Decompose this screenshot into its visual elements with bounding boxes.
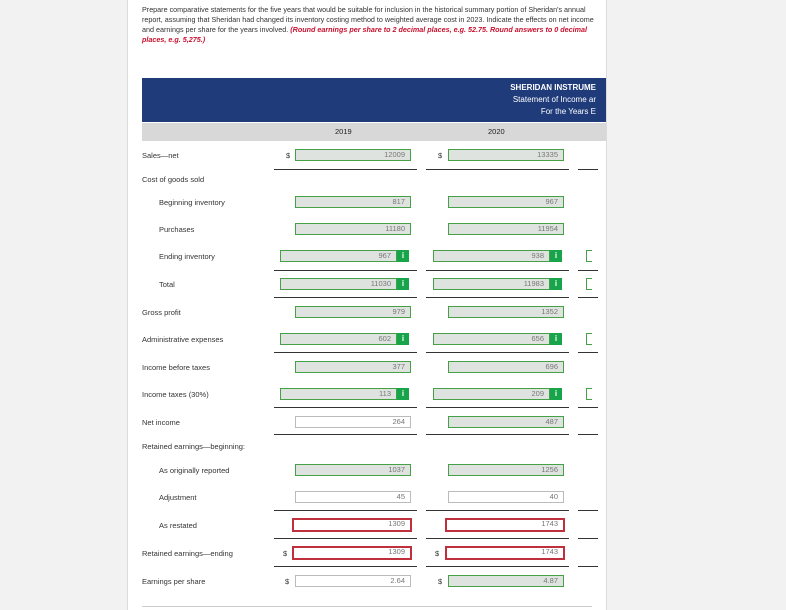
divider	[578, 297, 598, 298]
row-label-net-income: Net income	[142, 418, 180, 427]
eps-2020-input[interactable]: 4.87	[448, 575, 564, 587]
as-reported-2019-input[interactable]: 1037	[295, 464, 411, 476]
admin-expenses-2020-input[interactable]: 656	[433, 333, 550, 345]
rounding-note: (Round earnings per share to 2 decimal places, e.g. 52.75. Round answers to 0 decimal places, e.g. 5,275.)	[142, 25, 588, 44]
net-income-2020-input[interactable]: 487	[448, 416, 564, 428]
purchases-2019-input[interactable]: 11180	[295, 223, 411, 235]
ending-inventory-2019-input[interactable]: 967	[280, 250, 397, 262]
info-icon[interactable]: i	[550, 250, 562, 262]
row-label-adjustment: Adjustment	[159, 493, 197, 502]
re-ending-2020-input[interactable]: 1743	[445, 546, 565, 560]
info-icon[interactable]: i	[550, 333, 562, 345]
gross-profit-2020-input[interactable]: 1352	[448, 306, 564, 318]
divider	[578, 270, 598, 271]
income-taxes-2019-input[interactable]: 113	[280, 388, 397, 400]
divider	[426, 566, 569, 567]
next-column-cell-edge[interactable]	[586, 388, 592, 400]
as-reported-2020-input[interactable]: 1256	[448, 464, 564, 476]
currency-symbol: $	[435, 549, 440, 558]
row-label-as-restated: As restated	[159, 521, 197, 530]
info-icon[interactable]: i	[397, 333, 409, 345]
beginning-inventory-2019-input[interactable]: 817	[295, 196, 411, 208]
row-label-income-taxes: Income taxes (30%)	[142, 390, 209, 399]
company-name: SHERIDAN INSTRUME	[510, 83, 596, 92]
info-icon[interactable]: i	[397, 388, 409, 400]
divider	[274, 538, 417, 539]
row-label-total: Total	[159, 280, 175, 289]
net-income-2019-input[interactable]: 264	[295, 416, 411, 428]
row-label-income-before-taxes: Income before taxes	[142, 363, 210, 372]
info-icon[interactable]: i	[550, 388, 562, 400]
divider	[274, 510, 417, 511]
currency-symbol: $	[283, 549, 288, 558]
next-column-cell-edge[interactable]	[586, 250, 592, 262]
divider	[274, 434, 417, 435]
divider	[274, 352, 417, 353]
sales-2019-input[interactable]: 12009	[295, 149, 411, 161]
row-label-gross-profit: Gross profit	[142, 308, 181, 317]
divider	[426, 538, 569, 539]
year-header-row	[142, 123, 607, 141]
income-before-taxes-2020-input[interactable]: 696	[448, 361, 564, 373]
divider	[578, 352, 598, 353]
gross-profit-2019-input[interactable]: 979	[295, 306, 411, 318]
row-label-as-originally-reported: As originally reported	[159, 466, 230, 475]
row-label-retained-earnings-beginning: Retained earnings—beginning:	[142, 442, 245, 451]
income-taxes-2020-input[interactable]: 209	[433, 388, 550, 400]
as-restated-2019-input[interactable]: 1309	[292, 518, 412, 532]
divider	[426, 270, 569, 271]
adjustment-2020-input[interactable]: 40	[448, 491, 564, 503]
next-column-cell-edge[interactable]	[586, 333, 592, 345]
re-ending-2019-input[interactable]: 1309	[292, 546, 412, 560]
info-icon[interactable]: i	[397, 278, 409, 290]
admin-expenses-2019-input[interactable]: 602	[280, 333, 397, 345]
divider	[426, 297, 569, 298]
divider	[274, 297, 417, 298]
divider	[426, 169, 569, 170]
adjustment-2019-input[interactable]: 45	[295, 491, 411, 503]
divider	[274, 169, 417, 170]
row-label-earnings-per-share: Earnings per share	[142, 577, 206, 586]
instructions-text: Prepare comparative statements for the five years that would be suitable for inclusion in the historical summary portion of Sheridan's annual report, assuming that Sheridan had changed its inventory costing method to weighted average cost in 2023. Indicate the effects on net income and earnings per share for the years involved.	[142, 5, 594, 34]
divider	[274, 270, 417, 271]
divider	[578, 566, 598, 567]
info-icon[interactable]: i	[550, 278, 562, 290]
problem-panel	[127, 0, 607, 610]
divider	[426, 407, 569, 408]
divider	[578, 407, 598, 408]
total-2019-input[interactable]: 11030	[280, 278, 397, 290]
total-2020-input[interactable]: 11983	[433, 278, 550, 290]
sales-2020-input[interactable]: 13335	[448, 149, 564, 161]
divider	[426, 434, 569, 435]
currency-symbol: $	[438, 151, 443, 160]
as-restated-2020-input[interactable]: 1743	[445, 518, 565, 532]
row-label-purchases: Purchases	[159, 225, 195, 234]
currency-symbol: $	[286, 151, 291, 160]
divider	[426, 510, 569, 511]
row-label-administrative-expenses: Administrative expenses	[142, 335, 224, 344]
statement-header	[142, 78, 607, 122]
divider	[578, 538, 598, 539]
currency-symbol: $	[285, 577, 290, 586]
next-column-cell-edge[interactable]	[586, 278, 592, 290]
row-label-retained-earnings-ending: Retained earnings—ending	[142, 549, 233, 558]
divider	[578, 510, 598, 511]
info-icon[interactable]: i	[397, 250, 409, 262]
row-label-cogs: Cost of goods sold	[142, 175, 205, 184]
divider	[578, 169, 598, 170]
year-2020-header: 2020	[488, 127, 505, 136]
divider	[578, 434, 598, 435]
row-label-ending-inventory: Ending inventory	[159, 252, 215, 261]
row-label-sales: Sales—net	[142, 151, 179, 160]
ending-inventory-2020-input[interactable]: 938	[433, 250, 550, 262]
divider	[426, 352, 569, 353]
currency-symbol: $	[438, 577, 443, 586]
instructions	[142, 5, 597, 45]
year-2019-header: 2019	[335, 127, 352, 136]
divider	[274, 566, 417, 567]
eps-2019-input[interactable]: 2.64	[295, 575, 411, 587]
statement-period: For the Years E	[540, 107, 596, 116]
divider	[274, 407, 417, 408]
row-label-beginning-inventory: Beginning inventory	[159, 198, 225, 207]
bottom-border	[142, 606, 592, 607]
beginning-inventory-2020-input[interactable]: 967	[448, 196, 564, 208]
income-before-taxes-2019-input[interactable]: 377	[295, 361, 411, 373]
statement-title: Statement of Income ar	[512, 95, 596, 104]
purchases-2020-input[interactable]: 11954	[448, 223, 564, 235]
